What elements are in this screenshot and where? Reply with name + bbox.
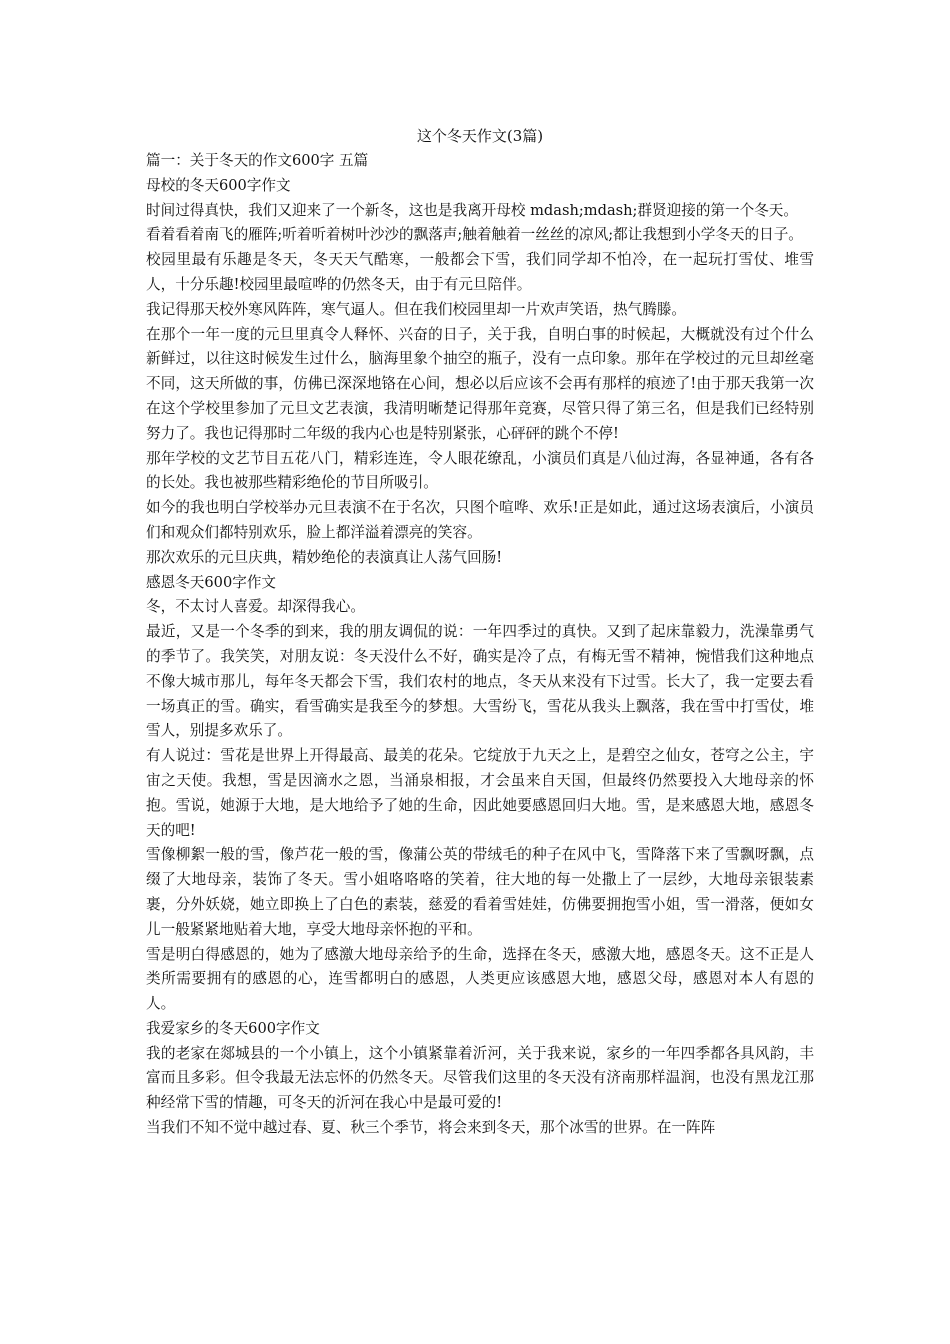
body-paragraph: 校园里最有乐趣是冬天，冬天天气酷寒，一般都会下雪，我们同学却不怕冷，在一起玩打雪仗、堆雪人，十分乐趣!校园里最喧哗的仍然冬天，由于有元旦陪伴。 — [146, 251, 814, 293]
body-paragraph: 母校的冬天600字作文 — [146, 176, 291, 194]
body-paragraph: 如今的我也明白学校举办元旦表演不在于名次，只图个喧哗、欢乐!正是如此，通过这场表演后，小演员们和观众们都特别欢乐，脸上都洋溢着漂亮的笑容。 — [146, 499, 814, 541]
body-paragraph: 最近，又是一个冬季的到来，我的朋友调侃的说：一年四季过的真快。又到了起床靠毅力，洗澡靠勇气的季节了。我笑笑，对朋友说：冬天没什么不好，确实是冷了点，有梅无雪不精神，惋惜我们这种地点不像大城市那儿，每年冬天都会下雪，我们农村的地点，冬天从来没有下过雪。长大了，我一定要去看一场真正的雪。确实，看雪确实是我至今的梦想。大雪纷飞，雪花从我头上飘落，我在雪中打雪仗，堆雪人，别提多欢乐了。 — [146, 623, 814, 740]
body-paragraph: 在那个一年一度的元旦里真令人释怀、兴奋的日子，关于我，自明白事的时候起，大概就没有过个什么新鲜过，以往这时候发生过什么，脑海里象个抽空的瓶子，没有一点印象。那年在学校过的元旦却丝毫不同，这天所做的事，仿佛已深深地铬在心间，想必以后应该不会再有那样的痕迹了!由于那天我第一次在这个学校里参加了元旦文艺表演，我清明晰楚记得那年竞赛，尽管只得了第三名，但是我们已经特别努力了。我也记得那时二年级的我内心也是特别紧张，心砰砰的跳个不停! — [146, 325, 814, 442]
body-paragraph: 当我们不知不觉中越过春、夏、秋三个季节，将会来到冬天，那个冰雪的世界。在一阵阵 — [146, 1119, 716, 1137]
document-body — [146, 149, 814, 1141]
body-paragraph: 那次欢乐的元旦庆典，精妙绝伦的表演真让人荡气回肠! — [146, 548, 503, 566]
body-paragraph: 雪像柳絮一般的雪，像芦花一般的雪，像蒲公英的带绒毛的种子在风中飞，雪降落下来了雪飘呀飘，点缀了大地母亲，装饰了冬天。雪小姐咯咯咯的笑着，往大地的每一处撒上了一层纱，大地母亲银装素裹，分外妖娆，她立即换上了白色的素装，慈爱的看着雪娃娃，仿佛要拥抱雪小姐，雪一滑落，便如女儿一般紧紧地贴着大地，享受大地母亲怀抱的平和。 — [146, 846, 814, 938]
body-paragraph: 冬，不太讨人喜爱。却深得我心。 — [146, 598, 365, 616]
body-paragraph: 那年学校的文艺节目五花八门，精彩连连，令人眼花缭乱，小演员们真是八仙过海，各显神通，各有各的长处。我也被那些精彩绝伦的节目所吸引。 — [146, 449, 814, 492]
document-page — [146, 123, 814, 1141]
body-paragraph: 我记得那天校外寒风阵阵，寒气逼人。但在我们校园里却一片欢声笑语，热气腾滕。 — [146, 300, 686, 318]
body-paragraph: 有人说过：雪花是世界上开得最高、最美的花朵。它绽放于九天之上，是碧空之仙女，苍穹之公主，宇宙之天使。我想，雪是因滴水之恩，当涌泉相报，才会虽来自天国，但最终仍然要投入大地母亲的怀抱。雪说，她源于大地，是大地给予了她的生命，因此她要感恩回归大地。雪，是来感恩大地，感恩冬天的吧! — [146, 747, 814, 839]
body-paragraph: 感恩冬天600字作文 — [146, 573, 277, 591]
body-paragraph: 篇一：关于冬天的作文600字 五篇 — [146, 152, 369, 169]
document-title: 这个冬天作文(3篇) — [416, 127, 544, 145]
body-paragraph: 我爱家乡的冬天600字作文 — [146, 1019, 320, 1037]
body-paragraph: 雪是明白得感恩的，她为了感激大地母亲给予的生命，选择在冬天，感激大地，感恩冬天。这不正是人类所需要拥有的感恩的心，连雪都明白的感恩，人类更应该感恩大地，感恩父母，感恩对本人有恩的人。 — [146, 945, 814, 1013]
body-paragraph: 看着看着南飞的雁阵;听着听着树叶沙沙的飘落声;触着触着一丝丝的凉风;都让我想到小学冬天的日子。 — [146, 226, 803, 244]
body-paragraph: 时间过得真快，我们又迎来了一个新冬，这也是我离开母校 mdash;mdash;群贤迎接的第一个冬天。 — [146, 201, 798, 219]
body-paragraph: 我的老家在郯城县的一个小镇上，这个小镇紧靠着沂河，关于我来说，家乡的一年四季都各具风韵，丰富而且多彩。但令我最无法忘怀的仍然冬天。尽管我们这里的冬天没有济南那样温润，也没有黑龙江那种经常下雪的情趣，可冬天的沂河在我心中是最可爱的! — [146, 1044, 814, 1112]
